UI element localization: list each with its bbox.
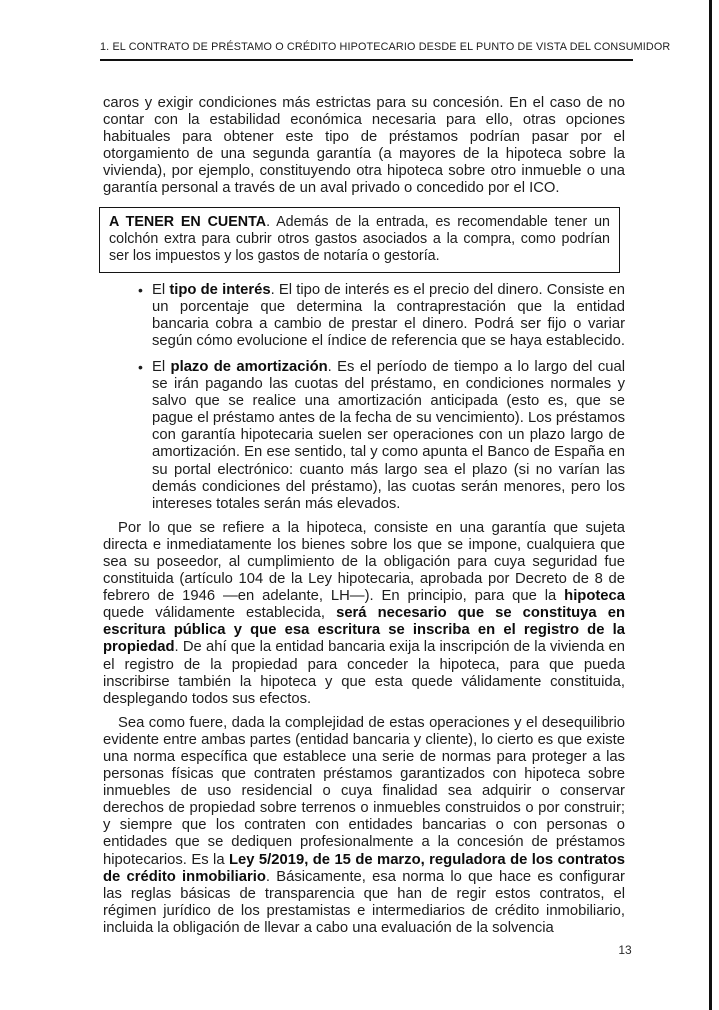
bullet-item-tipo-interes xyxy=(103,282,625,350)
bullet-item-plazo-amortizacion xyxy=(103,359,625,513)
bullet-rest: . El tipo de interés es el precio del dinero. Consiste en un porcentaje que determina la contraprestación que la entidad bancaria cobra a cambio de prestar el dinero. Podrá ser fijo o variar según cómo evolucione el índice de referencia que se haya establecido. xyxy=(152,281,625,349)
bullet-pre: El xyxy=(152,281,170,298)
paragraph-ley-text: . Básicamente, esa norma lo que hace es configurar las reglas básicas de transparencia que han de regir estos contratos, el régimen jurídico de los prestamistas e intermediarios de crédito inmobiliario, incluida la obligación de llevar a cabo una evaluación de la solvencia xyxy=(103,868,625,936)
paragraph-hipoteca-text: quede válidamente establecida, xyxy=(103,605,337,622)
bullet-list xyxy=(103,282,625,513)
paragraph-hipoteca xyxy=(103,520,625,708)
paragraph-intro: caros y exigir condiciones más estrictas para su concesión. En el caso de no contar con la estabilidad económica necesaria para ello, otras opciones habituales para obtener este tipo de préstamos podrían pasar por el otorgamiento de una segunda garantía (a mayores de la hipoteca sobre la vivienda), por ejemplo, constituyendo otra hipoteca sobre otro inmueble o una garantía personal a través de un aval privado o concedido por el ICO. xyxy=(103,95,625,197)
bullet-term: tipo de interés xyxy=(169,281,271,298)
note-box xyxy=(99,207,620,273)
bullet-rest: . Es el período de tiempo a lo largo del cual se irán pagando las cuotas del préstamo, en condiciones normales y salvo que se realice una amortización anticipada (esto es, que se pague el préstamo antes de la fecha de su vencimiento). Los préstamos con garantía hipotecaria suelen ser operaciones con un plazo largo de amortización. En ese sentido, tal y como apunta el Banco de España en su portal electrónico: cuanto más largo sea el plazo (si no varían las demás condiciones del préstamo), las cuotas serán menores, pero los intereses totales serán más elevados. xyxy=(152,358,625,512)
note-box-body: . Además de la entrada, es recomendable tener un colchón extra para cubrir otros gastos asociados a la compra, como podrían ser los impuestos y los gastos de notaría o gestoría. xyxy=(109,213,610,264)
paragraph-hipoteca-bold: hipoteca xyxy=(564,588,625,605)
bullet-dot-icon: • xyxy=(138,358,143,375)
page-body xyxy=(103,95,625,937)
note-box-lead: A TENER EN CUENTA xyxy=(109,213,267,230)
paragraph-ley-text: Sea como fuere, dada la complejidad de estas operaciones y el desequilibrio evidente entre ambas partes (entidad bancaria y cliente), lo cierto es que existe una norma específica que establece una serie de normas para proteger a las personas físicas que contraten préstamos garantizados con hipoteca sobre inmuebles de uso residencial o cuya finalidad sea adquirir o conservar derechos de propiedad sobre terrenos o inmuebles construidos o por construir; y siempre que los contraten con entidades bancarias o con personas o entidades que se dediquen profesionalmente a la concesión de préstamos hipotecarios. Es la xyxy=(103,714,625,868)
paragraph-hipoteca-text: . De ahí que la entidad bancaria exija la inscripción de la vivienda en el registro de la propiedad para conceder la hipoteca, para que pueda inscribirse también la hipoteca y que esta quede válidamente constituida, desplegando todos sus efectos. xyxy=(103,639,625,707)
paragraph-hipoteca-bold: será necesario que se constituya en escritura pública y que esa escritura se inscriba en el registro de la propiedad xyxy=(103,605,625,656)
running-header: 1. EL CONTRATO DE PRÉSTAMO O CRÉDITO HIPOTECARIO DESDE EL PUNTO DE VISTA DEL CONSUMIDOR xyxy=(100,41,633,61)
bullet-dot-icon: • xyxy=(138,281,143,298)
bullet-term: plazo de amortización xyxy=(170,358,328,375)
page-scan-edge xyxy=(709,0,712,1010)
paragraph-hipoteca-text: Por lo que se refiere a la hipoteca, consiste en una garantía que sujeta directa e inmediatamente los bienes sobre los que se impone, cualquiera que sea su poseedor, al cumplimiento de la obligación para cuya seguridad fue constituida (artículo 104 de la Ley hipotecaria, aprobada por Decreto de 8 de febrero de 1946 —en adelante, LH—). En principio, para que la xyxy=(103,519,625,605)
paragraph-ley-bold: Ley 5/2019, de 15 de marzo, reguladora de los contratos de crédito inmobiliario xyxy=(103,851,626,885)
page-number: 13 xyxy=(618,943,632,957)
paragraph-ley xyxy=(103,715,625,937)
bullet-pre: El xyxy=(152,358,171,375)
